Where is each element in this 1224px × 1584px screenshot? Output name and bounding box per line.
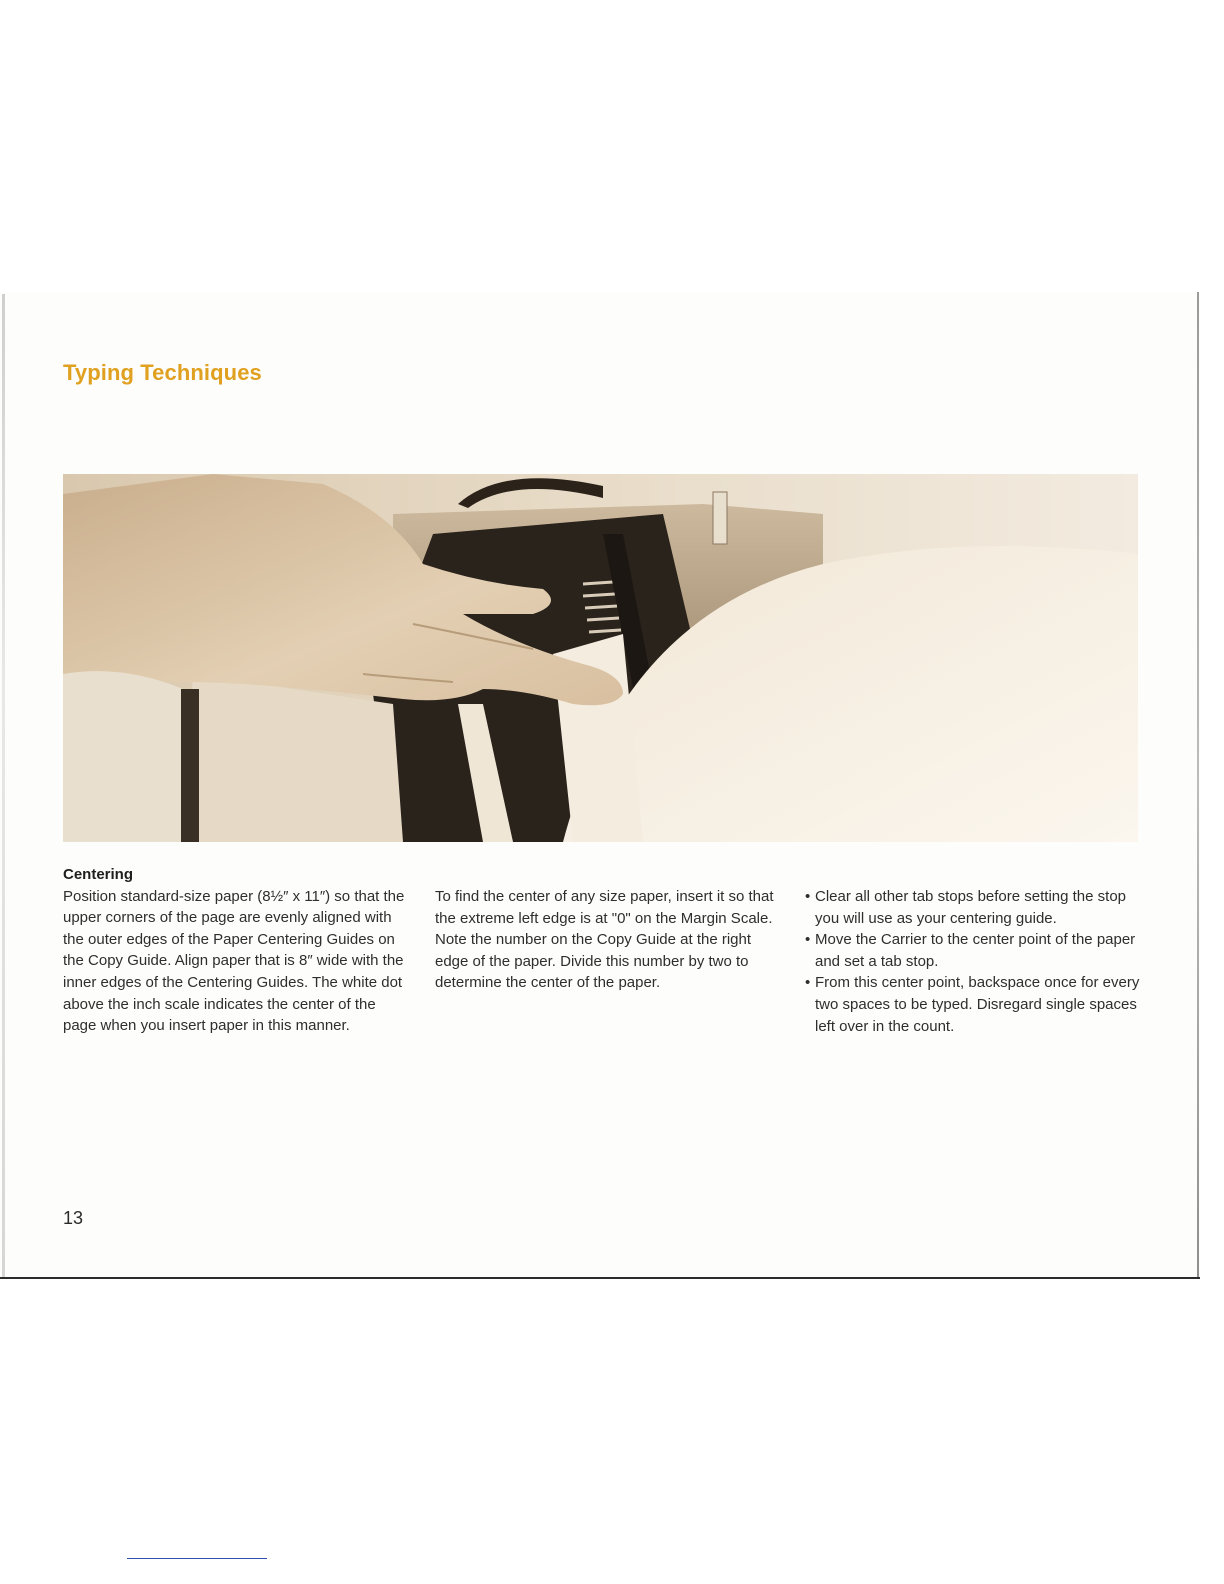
list-item: • Move the Carrier to the center point of the paper and set a tab stop. — [805, 929, 1140, 972]
centering-column-3 — [805, 886, 1140, 1037]
page-number: 13 — [63, 1208, 84, 1228]
list-item: • From this center point, backspace once for every two spaces to be typed. Disregard single spaces left over in the count. — [805, 972, 1140, 1037]
centering-column-1 — [63, 864, 408, 1037]
list-item: • Clear all other tab stops before setting the stop you will use as your centering guide. — [805, 886, 1140, 929]
typewriter-hand-photo-icon — [63, 474, 1138, 842]
centering-column-2 — [435, 886, 780, 994]
paragraph-any-size-paper: To find the center of any size paper, insert it so that the extreme left edge is at "0" on the Margin Scale. Note the number on the Copy Guide at the right edge of the paper. Divide this number by two to determine the center of the paper. — [435, 888, 774, 992]
paragraph-standard-paper: Position standard-size paper (8½″ x 11″) so that the upper corners of the page are evenly aligned with the outer edges of the Paper Centering Guides on the Copy Guide. Align paper that is 8″ wide with the inner edges of the Centering Guides. The white dot above the inch scale indicates the center of the page when you insert paper in this manner. — [63, 887, 405, 1035]
centering-steps-list — [805, 886, 1140, 1037]
page-right-edge — [1197, 292, 1199, 1277]
footer-rule — [127, 1558, 267, 1559]
typewriter-photo — [63, 474, 1138, 842]
page-title: Typing Techniques — [63, 360, 262, 385]
section-heading: Centering — [63, 866, 134, 883]
page-left-edge — [2, 294, 5, 1277]
